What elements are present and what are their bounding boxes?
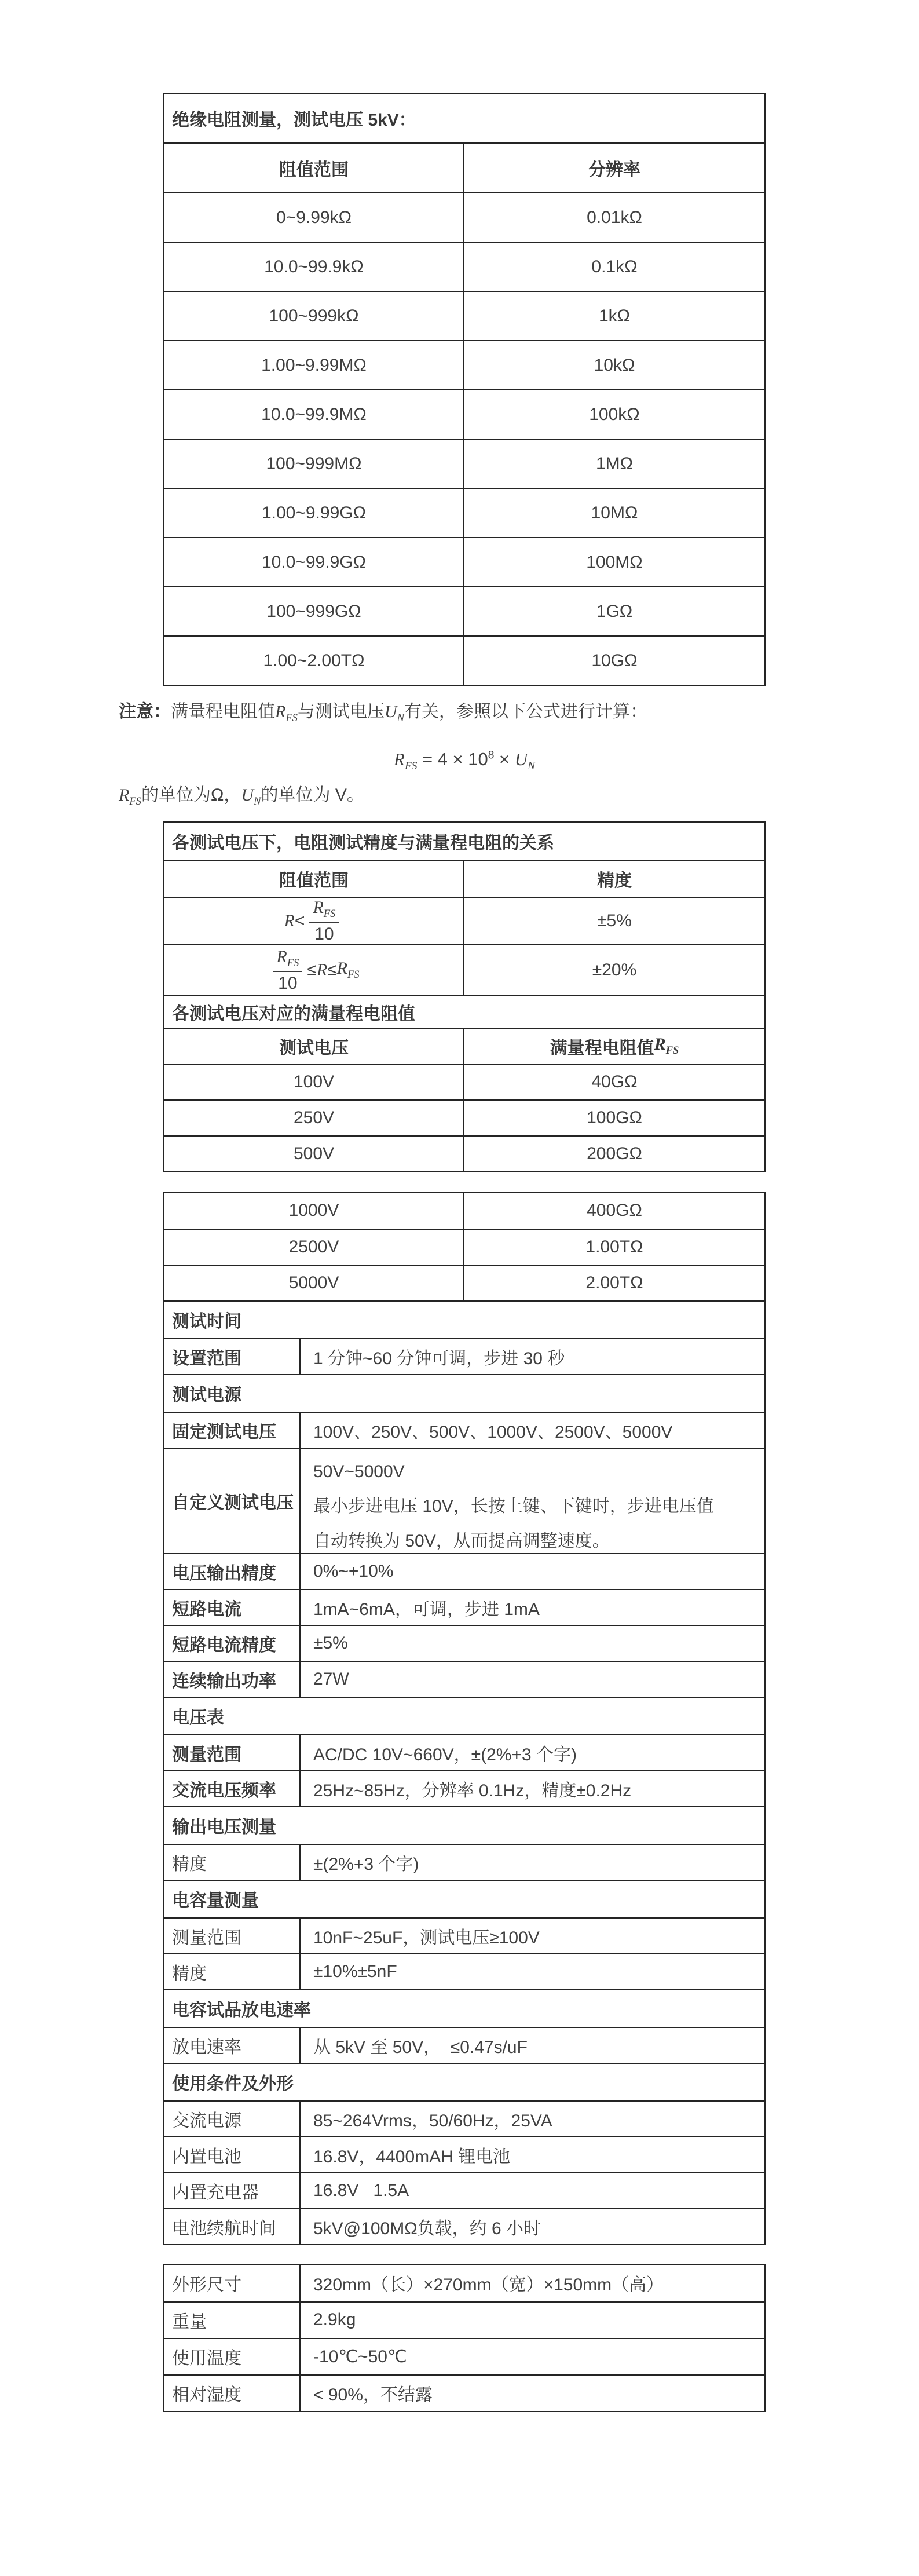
section-header-row — [164, 1806, 764, 1844]
section-header-row — [164, 1374, 764, 1412]
table2-title: 各测试电压下，电阻测试精度与满量程电阻的关系 — [172, 833, 554, 853]
table1-header-row — [164, 142, 764, 192]
spec-value: 1mA~6mA，可调，步进 1mA — [313, 1599, 540, 1619]
section-header-row — [164, 1880, 764, 1917]
table1-title-row — [164, 94, 764, 142]
spec-row — [164, 1553, 764, 1589]
voltage-cell: 2500V — [164, 1230, 464, 1265]
resolution-cell: 1kΩ — [598, 306, 631, 326]
note-paragraph: 注意：满量程电阻值$R_{FS}$与测试电压$U_N$有关，参照以下公式进行计算： — [119, 702, 648, 724]
spec-row — [164, 2027, 764, 2063]
spec-label: 设置范围 — [164, 1339, 301, 1374]
spec-value: 320mm（长）×270mm（宽）×150mm（高） — [313, 2275, 664, 2295]
spec-value: < 90%，不结露 — [313, 2385, 433, 2405]
section-label: 电容试品放电速率 — [172, 2001, 311, 2020]
resolution-cell: 1MΩ — [595, 454, 634, 473]
range-cell: 10.0~99.9MΩ — [164, 390, 464, 439]
column-header-range: 阻值范围 — [164, 144, 464, 192]
spec-label: 交流电源 — [164, 2102, 301, 2136]
spec-value: 从 5kV 至 50V， ≤0.47s/uF — [313, 2037, 528, 2057]
resolution-cell: 10MΩ — [591, 503, 638, 522]
section-header-row — [164, 1300, 764, 1338]
spec-value: -10℃~50℃ — [313, 2347, 407, 2366]
voltage-cell: 1000V — [164, 1193, 464, 1229]
resolution-cell: 100kΩ — [589, 404, 640, 424]
spec-row — [164, 1953, 764, 1989]
spec-row — [164, 2374, 764, 2411]
spec-label: 重量 — [164, 2303, 301, 2338]
spec-label: 连续输出功率 — [164, 1662, 301, 1697]
spec-value: 16.8V 1.5A — [313, 2180, 409, 2200]
fullscale-cell: 100GΩ — [587, 1108, 642, 1127]
spec-label: 精度 — [164, 1954, 301, 1989]
accuracy-row — [164, 897, 764, 944]
spec-row — [164, 1734, 764, 1770]
voltage-cell: 5000V — [164, 1266, 464, 1300]
value-paragraph: 最小步进电压 10V，长按上键、下键时，步进电压值自动转换为 50V，从而提高调整速度。 — [313, 1496, 714, 1551]
spec-document — [0, 93, 919, 2412]
accuracy-row — [164, 944, 764, 995]
fullscale-header-row — [164, 1028, 764, 1064]
section-label: 输出电压测量 — [172, 1818, 276, 1837]
spec-value: 2.9kg — [313, 2310, 356, 2330]
spec-value: 0%~+10% — [313, 1561, 394, 1581]
spec-label: 电池续航时间 — [164, 2209, 301, 2244]
spec-row — [164, 1338, 764, 1374]
spec-label: 测量范围 — [164, 1735, 301, 1770]
resolution-cell: 10kΩ — [594, 355, 635, 375]
range-cell: 10.0~99.9GΩ — [164, 538, 464, 586]
value-line: 50V~5000V — [313, 1461, 405, 1481]
spec-row — [164, 2172, 764, 2208]
table1-title: 绝缘电阻测量，测试电压 5kV： — [172, 111, 416, 130]
fullscale-row — [164, 1265, 764, 1300]
section-label: 使用条件及外形 — [172, 2074, 294, 2094]
spec-table — [163, 1192, 766, 2245]
spec-label: 内置电池 — [164, 2137, 301, 2172]
spec-label: 固定测试电压 — [164, 1413, 301, 1448]
insulation-resistance-table — [163, 93, 766, 686]
voltage-cell: 250V — [164, 1101, 464, 1135]
spec-value: 1 分钟~60 分钟可调，步进 30 秒 — [313, 1349, 565, 1368]
spec-label: 交流电压频率 — [164, 1771, 301, 1806]
fullscale-row — [164, 1135, 764, 1171]
range-cell: 10.0~99.9kΩ — [164, 243, 464, 291]
spec-label: 外形尺寸 — [164, 2265, 301, 2301]
column-header-range: 阻值范围 — [164, 861, 464, 897]
resistance-range-row — [164, 340, 764, 389]
spec-row — [164, 1844, 764, 1880]
range-cell: 1.00~2.00TΩ — [164, 637, 464, 685]
resistance-range-row — [164, 488, 764, 537]
column-header-resolution: 分辨率 — [588, 160, 640, 180]
spec-row — [164, 1661, 764, 1697]
resolution-cell: 0.1kΩ — [591, 257, 638, 276]
section-header-row — [164, 1989, 764, 2027]
table2-title-row — [164, 823, 764, 860]
section-label: 电容量测量 — [172, 1891, 259, 1911]
range-cell: 100~999kΩ — [164, 292, 464, 340]
range-cell: 100~999GΩ — [164, 587, 464, 635]
accuracy-value-cell: ±5% — [597, 911, 632, 930]
resistance-range-row — [164, 192, 764, 242]
spec-value: 16.8V，4400mAH 锂电池 — [313, 2147, 511, 2166]
resolution-cell: 100MΩ — [586, 552, 643, 572]
section-label: 测试电源 — [172, 1386, 241, 1405]
resolution-cell: 1GΩ — [596, 601, 633, 621]
spec-value: AC/DC 10V~660V，±(2%+3 个字) — [313, 1745, 577, 1764]
spec-label: 短路电流 — [164, 1590, 301, 1625]
resistance-range-row — [164, 586, 764, 635]
spec-row — [164, 2301, 764, 2338]
column-header-accuracy: 精度 — [597, 871, 632, 890]
spec-row — [164, 2208, 764, 2244]
column-header-fullscale-resistance: 满量程电阻值 $R_{FS}$ — [550, 1035, 679, 1058]
table2-header-row — [164, 860, 764, 897]
section-label: 测试时间 — [172, 1312, 241, 1332]
table2-subtitle-row — [164, 995, 764, 1028]
fullscale-cell: 2.00TΩ — [585, 1273, 643, 1292]
spec-row — [164, 1589, 764, 1625]
voltage-cell: 500V — [164, 1137, 464, 1171]
fraction: $\frac{R_{FS}}{10}$ — [273, 947, 302, 993]
spec-label: 精度 — [164, 1845, 301, 1880]
spec-label: 电压输出精度 — [164, 1554, 301, 1589]
resistance-range-row — [164, 439, 764, 488]
range-cell: 100~999MΩ — [164, 440, 464, 488]
spec-value: 10nF~25uF，测试电压≥100V — [313, 1928, 540, 1947]
spec-row — [164, 2100, 764, 2136]
resistance-range-row — [164, 635, 764, 685]
spec-row — [164, 2136, 764, 2172]
spec-row — [164, 1770, 764, 1806]
resolution-cell: 10GΩ — [591, 651, 638, 670]
spec-row — [164, 1448, 764, 1553]
fullscale-cell: 1.00TΩ — [585, 1237, 643, 1256]
spec-label: 内置充电器 — [164, 2173, 301, 2208]
table2-subtitle: 各测试电压对应的满量程电阻值 — [172, 1004, 415, 1024]
fraction: $\frac{R_{FS}}{10}$ — [309, 898, 339, 944]
spec-row — [164, 2265, 764, 2301]
range-formula-cell: R < $\frac{R_{FS}}{10}$ — [164, 898, 464, 944]
accuracy-table — [163, 821, 766, 1172]
fullscale-row — [164, 1099, 764, 1135]
voltage-cell: 100V — [164, 1065, 464, 1099]
resistance-range-row — [164, 291, 764, 340]
fullscale-cell: 200GΩ — [587, 1143, 642, 1163]
fullscale-row — [164, 1064, 764, 1099]
column-header-test-voltage: 测试电压 — [164, 1029, 464, 1064]
resistance-range-row — [164, 242, 764, 291]
spec-label: 相对湿度 — [164, 2376, 301, 2411]
range-cell: 1.00~9.99GΩ — [164, 489, 464, 537]
range-formula-cell: $\frac{R_{FS}}{10}$ ≤ R ≤ $R_{FS}$ — [164, 945, 464, 995]
dimensions-table — [163, 2264, 766, 2412]
spec-value: 27W — [313, 1669, 349, 1689]
fullscale-formula: $R_{FS} = 4 \times 10^8 \times U_N$ — [394, 748, 535, 773]
resistance-range-row — [164, 537, 764, 586]
spec-row — [164, 1917, 764, 1953]
resistance-range-row — [164, 389, 764, 439]
fullscale-cell: 400GΩ — [587, 1200, 642, 1220]
spec-label: 测量范围 — [164, 1919, 301, 1953]
accuracy-value-cell: ±20% — [592, 960, 637, 980]
section-header-row — [164, 1697, 764, 1734]
spec-value: ±(2%+3 个字) — [313, 1854, 419, 1874]
spec-value: 25Hz~85Hz，分辨率 0.1Hz，精度±0.2Hz — [313, 1781, 632, 1800]
range-cell: 0~9.99kΩ — [164, 193, 464, 242]
spec-value: ±5% — [313, 1633, 348, 1653]
fullscale-cell: 40GΩ — [591, 1072, 638, 1091]
fullscale-row — [164, 1229, 764, 1265]
spec-label: 使用温度 — [164, 2339, 301, 2374]
spec-value — [301, 1449, 764, 1553]
spec-value: 85~264Vrms，50/60Hz，25VA — [313, 2111, 552, 2131]
resolution-cell: 0.01kΩ — [587, 207, 642, 227]
spec-row — [164, 2338, 764, 2374]
unit-note: $R_{FS}$的单位为Ω，$U_N$的单位为 V。 — [119, 785, 364, 807]
spec-value: ±10%±5nF — [313, 1961, 397, 1981]
spec-row — [164, 1625, 764, 1661]
spec-row — [164, 1412, 764, 1448]
spec-label: 短路电流精度 — [164, 1626, 301, 1661]
section-label: 电压表 — [172, 1708, 224, 1728]
section-header-row — [164, 2063, 764, 2100]
spec-label: 自定义测试电压 — [164, 1449, 301, 1553]
spec-value: 5kV@100MΩ负载，约 6 小时 — [313, 2219, 541, 2238]
spec-value: 100V、250V、500V、1000V、2500V、5000V — [313, 1422, 673, 1442]
range-cell: 1.00~9.99MΩ — [164, 341, 464, 389]
spec-label: 放电速率 — [164, 2028, 301, 2063]
fullscale-row — [164, 1193, 764, 1229]
